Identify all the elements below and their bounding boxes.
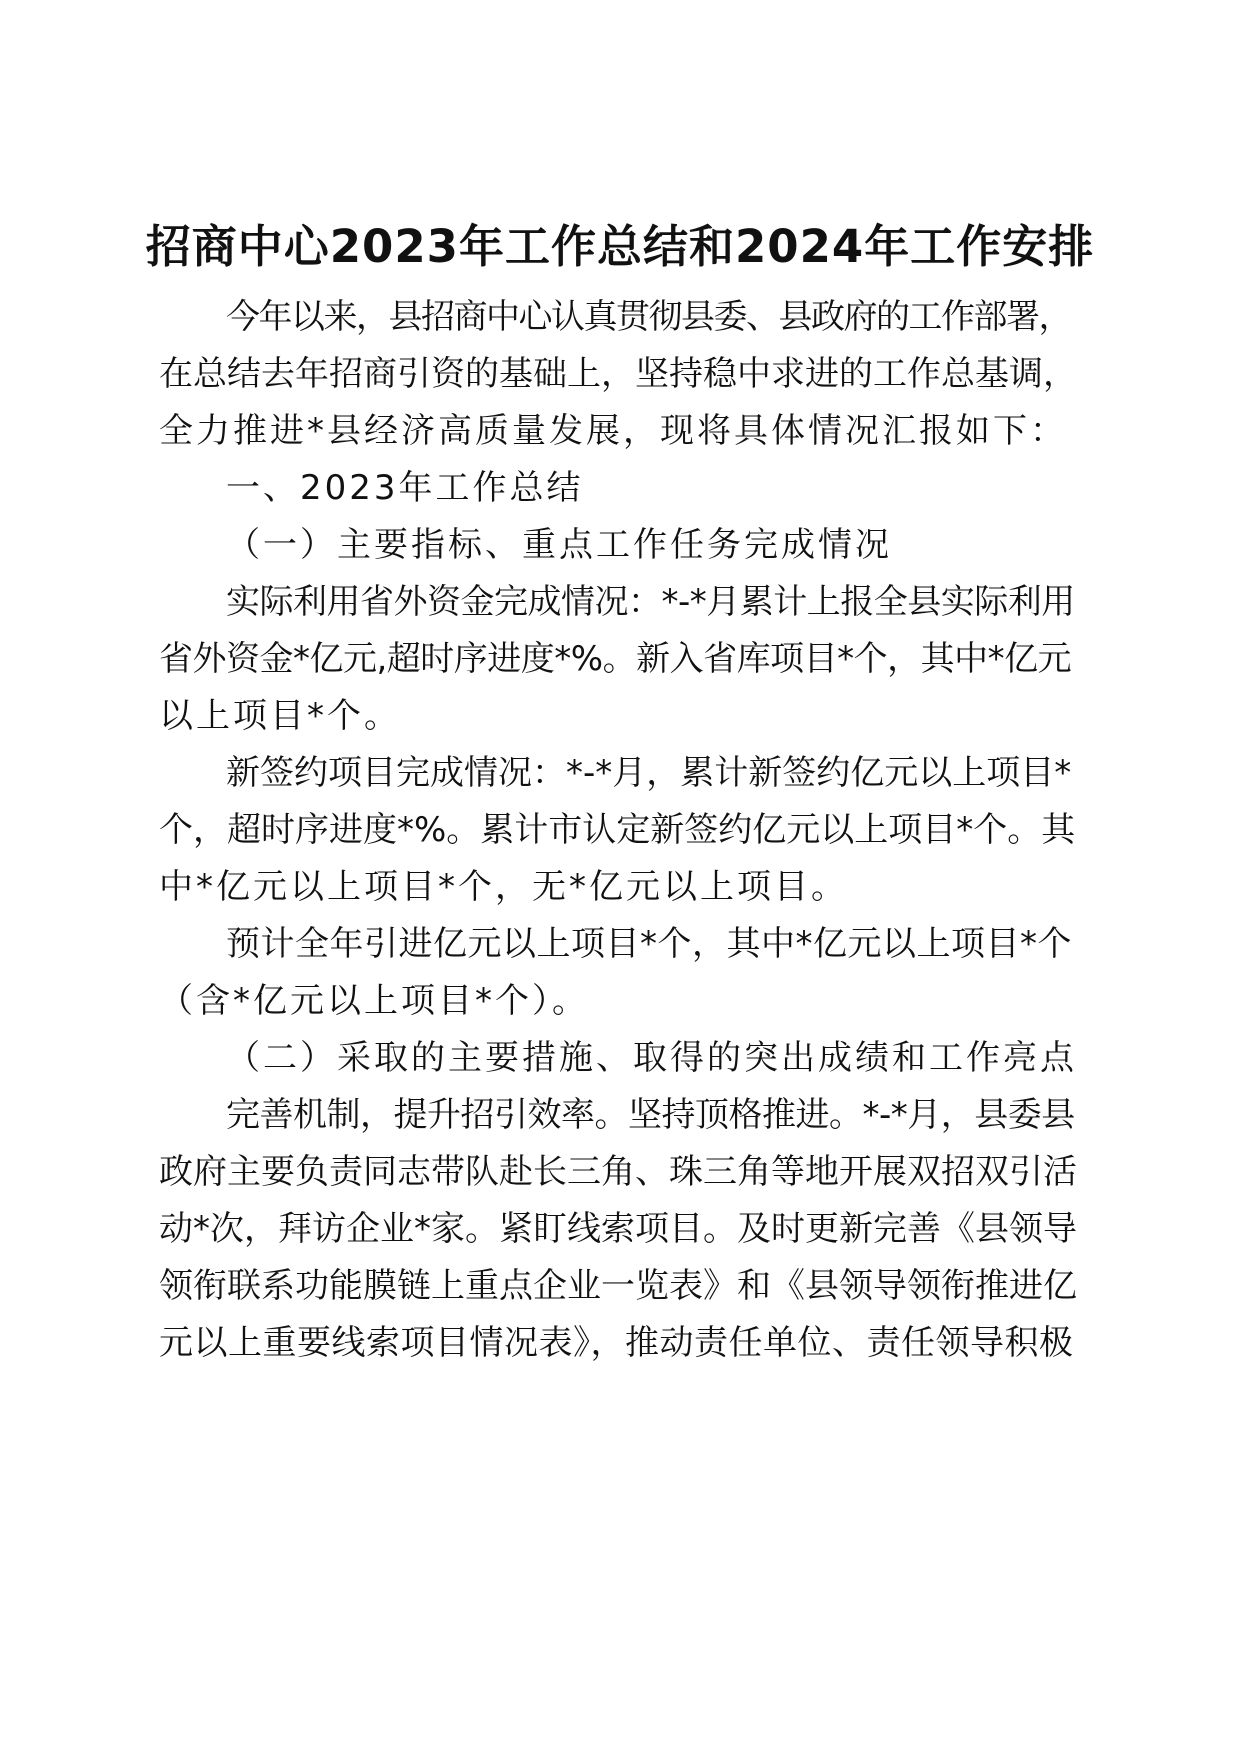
paragraph-line: 新签约项目完成情况：*-*月，累计新签约亿元以上项目* [226,753,1072,793]
paragraph-line: 省外资金*亿元,超时序进度*%。新入省库项目*个，其中*亿元 [159,639,1072,679]
section-heading: 一、2023年工作总结 [226,468,584,508]
subsection-heading: （一）主要指标、重点工作任务完成情况 [226,525,892,565]
paragraph-line: 全力推进*县经济高质量发展，现将具体情况汇报如下： [159,411,1067,451]
document-title: 招商中心2023年工作总结和2024年工作安排 [145,220,1095,273]
paragraph-line: 完善机制，提升招引效率。坚持顶格推进。*-*月，县委县 [226,1095,1075,1135]
paragraph-line: 预计全年引进亿元以上项目*个，其中*亿元以上项目*个 [226,924,1072,964]
paragraph-line: 元以上重要线索项目情况表》，推动责任单位、责任领导积极 [159,1323,1074,1363]
paragraph-line: 实际利用省外资金完成情况：*-*月累计上报全县实际利用 [226,582,1075,622]
subsection-heading: （二）采取的主要措施、取得的突出成绩和工作亮点 [226,1038,1077,1078]
paragraph-line: （含*亿元以上项目*个）。 [159,981,589,1021]
paragraph-line: 在总结去年招商引资的基础上，坚持稳中求进的工作总基调， [159,354,1077,394]
paragraph-line: 以上项目*个。 [159,696,401,736]
paragraph-line: 政府主要负责同志带队赴长三角、珠三角等地开展双招双引活 [159,1152,1077,1192]
paragraph-line: 动*次，拜访企业*家。紧盯线索项目。及时更新完善《县领导 [159,1209,1077,1249]
paragraph-line: 领衔联系功能膜链上重点企业一览表》和《县领导领衔推进亿 [159,1266,1077,1306]
paragraph-line: 个，超时序进度*%。累计市认定新签约亿元以上项目*个。其 [159,810,1076,850]
paragraph-line: 今年以来，县招商中心认真贯彻县委、县政府的工作部署， [226,297,1071,337]
paragraph-line: 中*亿元以上项目*个，无*亿元以上项目。 [159,867,848,907]
